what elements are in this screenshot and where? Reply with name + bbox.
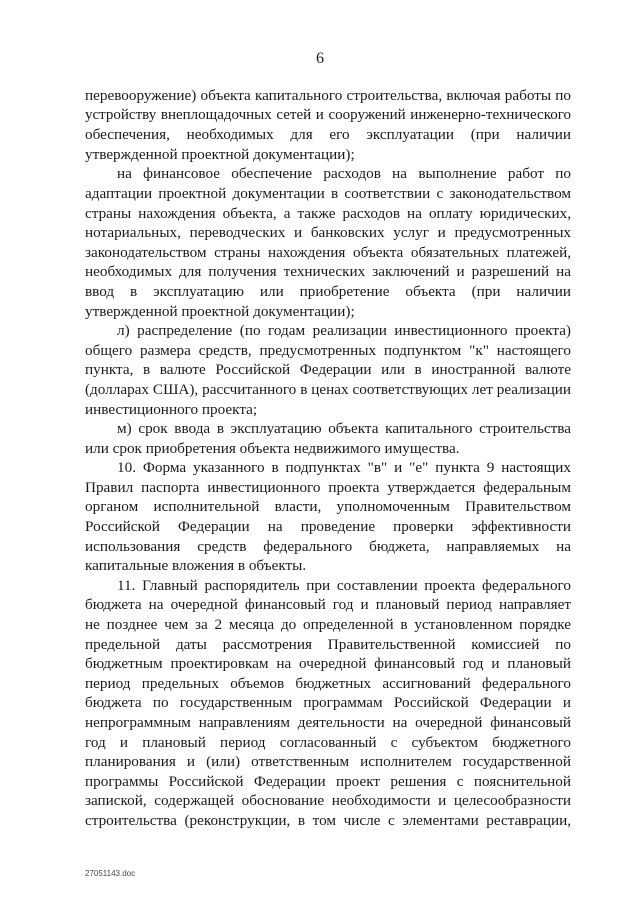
text-line: (долларах США), рассчитанного в ценах соответствующих лет реализации [85,380,571,398]
text-line: общего размера средств, предусмотренных подпунктом "к" настоящего [85,341,571,359]
text-line: бюджетным проектировкам на очередной финансовый год и плановый [85,655,571,673]
text-line: период предельных объемов бюджетных ассигнований федерального [85,674,571,692]
text-line: бюджета на очередной финансовый год и плановый период направляет [85,596,571,614]
text-line: или срок приобретения объекта недвижимого имущества. [85,439,460,457]
text-line: устройству внеплощадочных сетей и сооружений инженерно-технического [85,106,571,123]
footer-file-name: 27051143.doc [85,869,136,878]
text-line: планирования и (или) ответственным исполнителем государственной [85,753,571,771]
text-line: органом исполнительной власти, уполномоченным Правительством [85,498,571,516]
text-line: использования средств федерального бюджета, направляемых на [85,537,571,555]
text-line: необходимых для получения технических заключений и разрешений на [85,263,571,281]
text-line: утвержденной проектной документации); [85,302,355,320]
text-line: Российской Федерации на проведение проверки эффективности [85,518,571,536]
text-line: инвестиционного проекта; [85,400,258,418]
text-line: предельной даты рассмотрения Правительственной комиссией по [85,635,571,653]
page-number: 6 [316,50,324,67]
text-line: страны нахождения объекта, а также расходов на оплату юридических, [85,204,571,222]
text-line: строительства (реконструкции, в том числе с элементами реставрации, [85,811,571,829]
text-line: бюджета по государственным программам Российской Федерации и [85,694,571,712]
text-line: 11. Главный распорядитель при составлении проекта федерального [117,576,571,594]
text-line: нотариальных, переводческих и банковских услуг и предусмотренных [85,224,571,242]
text-line: законодательством страны нахождения объекта обязательных платежей, [85,243,571,261]
text-line: м) срок ввода в эксплуатацию объекта капитального строительства [117,420,571,438]
text-line: непрограммным направлениям деятельности на очередной финансовый [85,714,571,731]
text-line: ввод в эксплуатацию или приобретение объекта (при наличии [85,282,571,300]
document-body [85,86,571,831]
text-line: год и плановый период согласованный с субъектом бюджетного [85,733,571,751]
text-line: перевооружение) объекта капитального строительства, включая работы по [85,87,571,104]
text-line: адаптации проектной документации в соответствии с законодательством [85,184,571,202]
text-line: 10. Форма указанного в подпунктах "в" и "е" пункта 9 настоящих [117,459,571,477]
text-line: Правил паспорта инвестиционного проекта утверждается федеральным [85,478,571,496]
text-line: капитальные вложения в объекты. [85,557,307,575]
text-line: запиской, содержащей обоснование необходимости и целесообразности [85,792,571,810]
text-line: утвержденной проектной документации); [85,145,355,163]
text-line: л) распределение (по годам реализации инвестиционного проекта) [117,322,571,340]
text-line: пункта, в валюте Российской Федерации или в иностранной валюте [85,361,571,379]
text-line: на финансовое обеспечение расходов на выполнение работ по [117,165,571,183]
text-line: обеспечения, необходимых для его эксплуатации (при наличии [85,126,571,144]
text-line: программы Российской Федерации проект решения с пояснительной [85,772,571,790]
text-line: не позднее чем за 2 месяца до определенной в установленном порядке [85,616,571,634]
